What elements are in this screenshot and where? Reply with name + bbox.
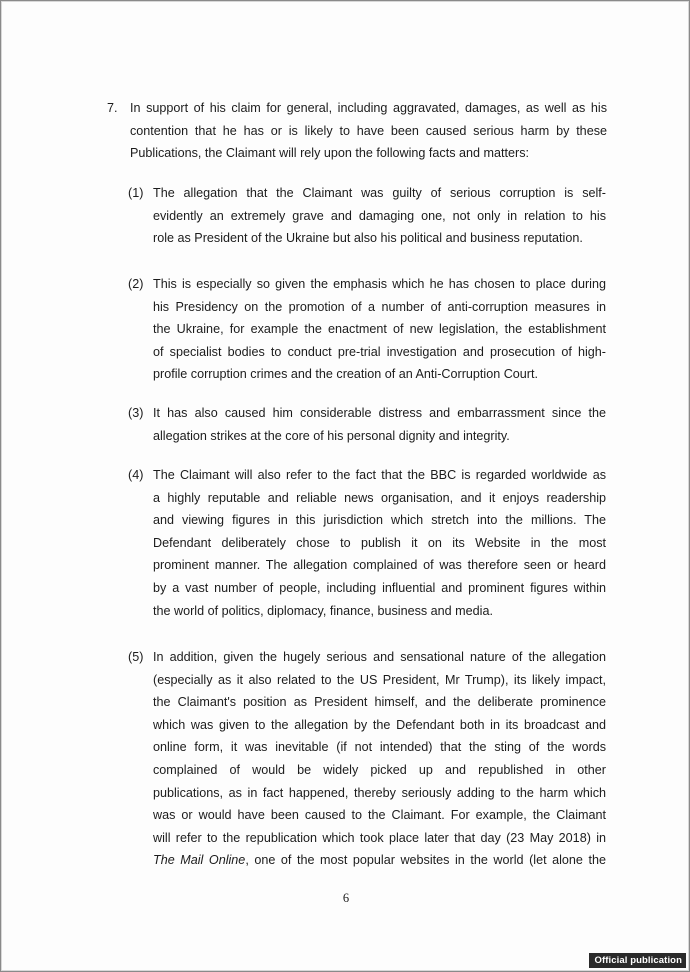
text-line: The Claimant will also refer to the fact that the BBC is regarded worldwide as (153, 468, 606, 482)
text-line (153, 849, 606, 872)
sub-paragraph-text (153, 273, 606, 386)
text-line: profile corruption crimes and the creation of an Anti-Corruption Court. (153, 367, 539, 382)
text-line: The allegation that the Claimant was guilty of serious corruption is self- (153, 186, 606, 200)
text-line: It has also caused him considerable distress and embarrassment since the (153, 406, 606, 420)
text-fragment: , one of the most popular websites in the world (let alone the (245, 853, 606, 868)
sub-paragraph-1 (128, 182, 606, 250)
sub-paragraph-2 (128, 273, 606, 386)
text-line: allegation strikes at the core of his personal dignity and integrity. (153, 428, 510, 443)
text-line: prominent manner. The allegation complained of was therefore seen or heard (153, 558, 606, 573)
text-line: Defendant deliberately chose to publish it on its Website in the most (153, 535, 606, 550)
sub-paragraph-5 (128, 646, 606, 872)
text-line: online form, it was inevitable (if not intended) that the sting of the words (153, 740, 606, 755)
text-line: role as President of the Ukraine but also his political and business reputation. (153, 231, 583, 246)
publication-title: The Mail Online (153, 853, 246, 868)
text-line: and viewing figures in this jurisdiction which stretch into the millions. The (153, 513, 606, 528)
sub-paragraph-number: (4) (128, 468, 144, 482)
text-line: In support of his claim for general, including aggravated, damages, as well as his (130, 101, 607, 115)
text-line: which was given to the allegation by the Defendant both in its broadcast and (153, 717, 606, 732)
text-line: Publications, the Claimant will rely upon the following facts and matters: (130, 146, 529, 161)
sub-paragraph-number: (1) (128, 186, 144, 200)
text-line: by a vast number of people, including influential and prominent figures within (153, 580, 606, 595)
text-line: his Presidency on the promotion of a number of anti-corruption measures in (153, 299, 606, 314)
paragraph-text (130, 97, 607, 165)
text-line: evidently an extremely grave and damaging one, not only in relation to his (153, 208, 606, 223)
text-line: the world of politics, diplomacy, finance, business and media. (153, 603, 493, 618)
sub-paragraph-text (153, 464, 606, 622)
text-line: was or would have been caused to the Claimant. For example, the Claimant (153, 808, 606, 823)
text-line: This is especially so given the emphasis which he has chosen to place during (153, 277, 606, 291)
sub-paragraph-text (153, 402, 606, 447)
text-line: complained of would be widely picked up and republished in other (153, 762, 606, 777)
page-number: 6 (342, 891, 350, 905)
text-line: the Ukraine, for example the enactment of new legislation, the establishment (153, 322, 606, 337)
text-line: contention that he has or is likely to have been caused serious harm by these (130, 123, 607, 138)
text-line: publications, as in fact happened, thereby seriously adding to the harm which (153, 785, 606, 800)
paragraph-7 (107, 97, 607, 165)
sub-paragraph-number: (5) (128, 650, 144, 664)
text-line: of specialist bodies to conduct pre-trial investigation and prosecution of high- (153, 344, 606, 359)
sub-paragraph-text (153, 646, 606, 872)
official-publication-watermark: Official publication (589, 953, 686, 968)
sub-paragraph-text (153, 182, 606, 250)
text-line: (especially as it also related to the US President, Mr Trump), its likely impact, (153, 672, 606, 687)
text-line: a highly reputable and reliable news organisation, and it enjoys readership (153, 490, 606, 505)
sub-paragraph-number: (2) (128, 277, 144, 291)
text-line: the Claimant's position as President himself, and the deliberate prominence (153, 695, 606, 710)
text-line: will refer to the republication which took place later that day (23 May 2018) in (153, 830, 606, 845)
sub-paragraph-4 (128, 464, 606, 622)
sub-paragraph-number: (3) (128, 406, 144, 420)
sub-paragraph-3 (128, 402, 606, 447)
text-line: In addition, given the hugely serious and sensational nature of the allegation (153, 650, 606, 664)
paragraph-number: 7. (107, 101, 118, 115)
